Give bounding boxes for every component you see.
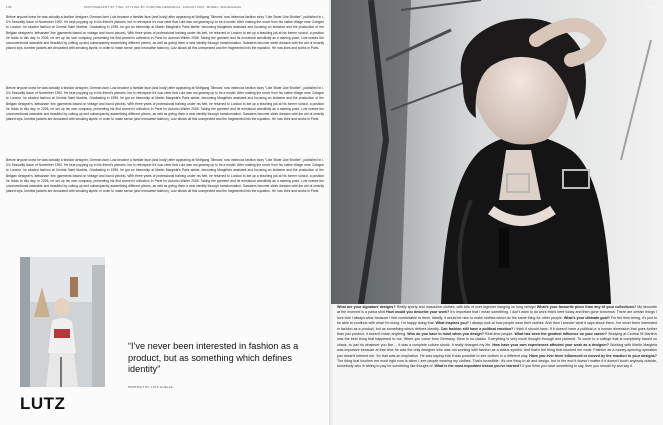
page-number: 136 <box>6 5 12 9</box>
interview-question: What has been the greatest influence on your career? <box>514 332 607 337</box>
page-gutter <box>329 0 333 425</box>
interview-question: Who do you have in mind when you design? <box>407 332 484 337</box>
interview-question: What is the most important lesson you've learned? <box>434 364 522 369</box>
interview-answer: Working with Martin Margiela was important because at that time he was the only designer who was not working with fashion as a status symbol. And that's the thing that touched me most. Fashion as a money-spinning operation just doesn't interest me. So that was an inspiration. He was saying that it was possible to see clothes in a different way. <box>337 342 657 358</box>
interview-answer: I think it should have. If it doesn't have a political or a human dimension that goes further than just product, it doesn't mean anything. <box>337 326 657 337</box>
interview-question: What's your favourite piece from any of your collections? <box>536 305 637 309</box>
model-illustration <box>331 0 663 304</box>
body-paragraph: Before anyone knew he was actually a fashion designer, German-born Lutz became a familiar face (and body) after appearing at Wolfgang Tillmans' now infamous fashion story "Like Sister Like Brother", published in i-D's Sexuality Issue of November 1992. He kept popping up in his friend's pictures, but in retrospect it's now clear that Lutz was not gearing up to be a model. After making the move from his native village near Cologne to London, he studied fashion at Central Saint Martins. Graduating in 1995, he got an internship at Martin Margiela's Paris atelier, becoming Margiela's assistant and focusing on knitwear and the production of the Belgian designer's 'artisanale' line (garments based on vintage and found pieces). With three years of professional training under his belt, he returned to London to set up a teaching job at his former school, a position he holds to this day. In 2006, he set up his own company, presenting his first women's collection in Paris for Autumn-Winter 2008. Taking the garment and its emotional sensitivity as a starting point, Lutz makes the unconventional wearable and beautiful by cutting up and subsequently assembling different pieces, as well as giving them a new identity through transformation. Sweaters become sleek dresses with the aid of smartly placed zips, bomber jackets are decorated with smoking lapels: in order to make sense (and innovative fashion), Lutz allows all this unexpected and the fragmented into the equation. He now lives and works in Paris. <box>6 158 324 194</box>
pull-quote: “I've never been interested in fashion as a product, but as something which defines identity” <box>128 341 299 374</box>
portrait-photo <box>20 257 105 387</box>
left-page <box>0 0 331 425</box>
running-header: LUTZ <box>646 5 655 9</box>
photo-credit: PHOTOGRAPHY BY TINA, STYLING BY CORINNE DEMANUAL, AUGUST 2007, MODEL: MAGDALENA <box>84 5 242 9</box>
designer-name-logo: LUTZ <box>20 394 66 413</box>
interview-question: How would you describe your work? <box>386 310 450 315</box>
interview-question: Have you ever been influenced or moved by the reaction to your designs? <box>529 353 657 358</box>
byline: PORTRAIT BY LUTZ HUELLE <box>128 385 173 389</box>
right-page <box>331 0 663 425</box>
fashion-photo <box>331 0 663 304</box>
body-paragraph: Before anyone knew he was actually a fashion designer, German-born Lutz became a familiar face (and body) after appearing at Wolfgang Tillmans' now infamous fashion story "Like Sister Like Brother", published in i-D's Sexuality Issue of November 1992. He kept popping up in his friend's pictures, but in retrospect it's now clear that Lutz was not gearing up to be a model. After making the move from his native village near Cologne to London, he studied fashion at Central Saint Martins. Graduating in 1995, he got an internship at Martin Margiela's Paris atelier, becoming Margiela's assistant and focusing on knitwear and the production of the Belgian designer's 'artisanale' line (garments based on vintage and found pieces). With three years of professional training under his belt, he returned to London to set up a teaching job at his former school, a position he holds to this day. In 2006, he set up his own company, presenting his first women's collection in Paris for Autumn-Winter 2008. Taking the garment and its emotional sensitivity as a starting point, Lutz makes the unconventional wearable and beautiful by cutting up and subsequently assembling different pieces, as well as giving them a new identity through transformation. Sweaters become sleek dresses with the aid of smartly placed zips, bomber jackets are decorated with smoking lapels: in order to make sense (and innovative fashion), Lutz allows all this unexpected and the fragmented into the equation. He now lives and works in Paris. <box>6 86 324 122</box>
interview-question: What are your signature designs? <box>337 305 396 309</box>
interview-answer: It's important that I mean something. I don't want to do work that's here today and then gone tomorrow. There are certain things I love that I always wear because I feel comfortable in them. Ideally, it would be nice to make clothes which do the same thing for other people. <box>337 310 657 320</box>
interview-answer: I always look at how people wear their clothes. And then I wonder what it says about them. I've never been interested in fashion as a product, but as something which defines identity. <box>337 321 657 331</box>
portrait-illustration <box>20 257 105 387</box>
interview-answer: Really sporty and masculine clothes, with bits of over-ingenier hanging on long strings! <box>395 305 536 309</box>
interview-answer: Real-time people. <box>483 332 514 337</box>
interview-answer: For the time being, it's just to be able to continue with what I'm doing. I'm happy doing that. <box>337 315 657 326</box>
interview-question: What inspires you? <box>435 321 469 326</box>
interview-text <box>337 305 657 420</box>
interview-answer: Studying at Central St Martin's was the best thing that happened to me. When you come from Germany, there is no classic. Everything is very much thought through and planned. To come to a college that is completely based on chaos, to just do whatever you like ... it was a complete culture shock. It really changed my life. <box>337 332 657 347</box>
interview-question: How have your own experiences affected your work as a designer? <box>492 342 609 347</box>
interview-question: Can fashion still have a political emotion? <box>440 326 514 331</box>
interview-answer: The thing that touches me most right now is when I see people wearing my clothes. That's incredible. It's one thing to sit and design, but in the end it doesn't matter if it doesn't touch anybody outside, somebody who is willing to pay for something like thought of. <box>337 359 657 369</box>
interview-question: What's your ultimate goal? <box>563 315 610 320</box>
interview-answer: If you think you have something to say, then you should try and say it. <box>521 364 634 369</box>
body-paragraph: Before anyone knew he was actually a fashion designer, German-born Lutz became a familiar face (and body) after appearing at Wolfgang Tillmans' now infamous fashion story "Like Sister Like Brother", published in i-D's Sexuality Issue of November 1992. He kept popping up in his friend's pictures, but in retrospect it's now clear that Lutz was not gearing up to be a model. After making the move from his native village near Cologne to London, he studied fashion at Central Saint Martins. Graduating in 1995, he got an internship at Martin Margiela's Paris atelier, becoming Margiela's assistant and focusing on knitwear and the production of the Belgian designer's 'artisanale' line (garments based on vintage and found pieces). With three years of professional training under his belt, he returned to London to set up a teaching job at his former school, a position he holds to this day. In 2006, he set up his own company, presenting his first women's collection in Paris for Autumn-Winter 2008. Taking the garment and its emotional sensitivity as a starting point, Lutz makes the unconventional wearable and beautiful by cutting up and subsequently assembling different pieces, as well as giving them a new identity through transformation. Sweaters become sleek dresses with the aid of smartly placed zips, bomber jackets are decorated with smoking lapels: in order to make sense (and innovative fashion), Lutz allows all this unexpected and the fragmented into the equation. He now lives and works in Paris. <box>6 15 324 51</box>
interview-answer: My favourite at the moment is a parka shirt <box>337 305 657 315</box>
